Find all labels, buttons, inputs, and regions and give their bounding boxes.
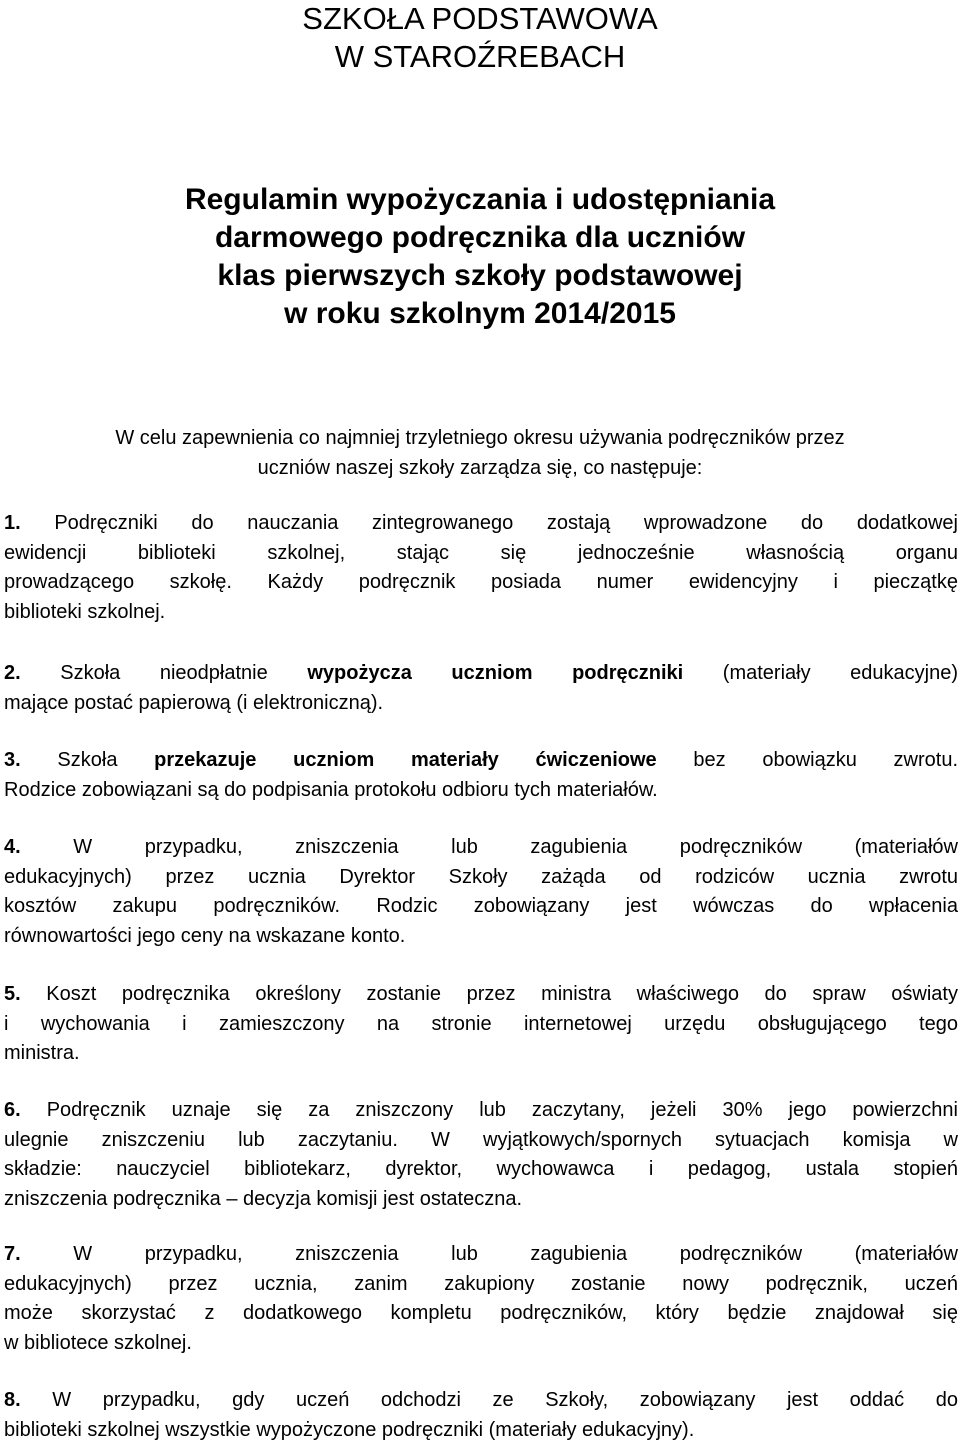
rule-text: składzie: nauczyciel bibliotekarz, dyrektor, wychowawca i pedagog, ustala stopień: [4, 1158, 958, 1180]
rule-number: 4.: [4, 836, 21, 858]
title-line: darmowego podręcznika dla uczniów: [214, 221, 746, 254]
rule-text: Rodzice zobowiązani są do podpisania protokołu odbioru tych materiałów.: [4, 778, 658, 801]
rule-text: Szkoła: [57, 749, 118, 771]
rule-number: 2.: [4, 662, 21, 684]
rule-number: 5.: [4, 983, 21, 1005]
title-line: Regulamin wypożyczania i udostępniania: [184, 183, 776, 216]
rule-text: bez obowiązku zwrotu.: [693, 749, 959, 771]
title-line: w roku szkolnym 2014/2015: [284, 297, 676, 330]
school-name: [0, 0, 960, 76]
rule-text: biblioteki szkolnej.: [4, 600, 166, 623]
rule-emphasis: przekazuje uczniom materiały ćwiczeniowe: [154, 749, 657, 771]
rule-number: 1.: [4, 512, 21, 534]
document-title: [0, 181, 960, 333]
rule-text: W przypadku, gdy uczeń odchodzi ze Szkoły, zobowiązany jest oddać do: [52, 1389, 958, 1411]
rule-text: biblioteki szkolnej wszystkie wypożyczone podręczniki (materiały edukacyjny).: [4, 1418, 695, 1441]
rule-5: [4, 980, 958, 1069]
rule-text: w bibliotece szkolnej.: [4, 1331, 192, 1354]
rule-text: edukacyjnych) przez ucznia, zanim zakupiony zostanie nowy podręcznik, uczeń: [4, 1272, 958, 1295]
rule-text: kosztów zakupu podręczników. Rodzic zobowiązany jest wówczas do wpłacenia: [4, 895, 958, 917]
rule-text: W przypadku, zniszczenia lub zagubienia podręczników (materiałów: [73, 836, 958, 858]
rule-text: Podręczniki do nauczania zintegrowanego zostają wprowadzone do dodatkowej: [54, 512, 958, 534]
rule-3: [4, 746, 958, 805]
rule-text: (materiały edukacyjne): [722, 662, 958, 684]
rule-6: [4, 1096, 958, 1214]
rule-text: prowadzącego szkołę. Każdy podręcznik posiada numer ewidencyjny i pieczątkę: [4, 571, 958, 593]
rule-1: [4, 509, 958, 627]
rule-text: równowartości jego ceny na wskazane konto.: [4, 924, 406, 947]
rule-text: zniszczenia podręcznika – decyzja komisji jest ostateczna.: [4, 1187, 523, 1210]
rule-4: [4, 833, 958, 951]
rule-number: 3.: [4, 749, 21, 771]
rule-text: mające postać papierową (i elektroniczną).: [4, 691, 384, 714]
rule-text: może skorzystać z dodatkowego kompletu podręczników, który będzie znajdował się: [4, 1302, 958, 1324]
intro-text: [0, 423, 960, 483]
rule-text: ewidencji biblioteki szkolnej, stając się jednocześnie własnością organu: [4, 541, 958, 564]
rule-number: 6.: [4, 1099, 21, 1121]
rule-text: Podręcznik uznaje się za zniszczony lub zaczytany, jeżeli 30% jego powierzchni: [46, 1099, 958, 1121]
rule-text: ministra.: [4, 1042, 80, 1064]
rule-emphasis: wypożycza uczniom podręczniki: [307, 662, 684, 684]
school-name-line: W STAROŹREBACH: [334, 39, 626, 74]
rule-number: 7.: [4, 1243, 21, 1265]
rule-8: [4, 1386, 958, 1445]
rule-text: ulegnie zniszczeniu lub zaczytaniu. W wyjątkowych/spornych sytuacjach komisja w: [4, 1128, 958, 1151]
rule-text: Koszt podręcznika określony zostanie przez ministra właściwego do spraw oświaty: [46, 983, 958, 1005]
rule-7: [4, 1240, 958, 1358]
rule-text: i wychowania i zamieszczony na stronie internetowej urzędu obsługującego tego: [4, 1012, 958, 1035]
rule-number: 8.: [4, 1389, 21, 1411]
school-name-line: SZKOŁA PODSTAWOWA: [302, 1, 658, 36]
rule-2: [4, 659, 958, 718]
intro-line: W celu zapewnienia co najmniej trzyletniego okresu używania podręczników przez: [115, 427, 845, 449]
rule-text: Szkoła nieodpłatnie: [60, 662, 268, 684]
rule-text: edukacyjnych) przez ucznia Dyrektor Szkoły zażąda od rodziców ucznia zwrotu: [4, 865, 958, 888]
title-line: klas pierwszych szkoły podstawowej: [217, 259, 743, 292]
intro-line: uczniów naszej szkoły zarządza się, co następuje:: [257, 457, 703, 479]
rule-text: W przypadku, zniszczenia lub zagubienia podręczników (materiałów: [73, 1243, 958, 1265]
